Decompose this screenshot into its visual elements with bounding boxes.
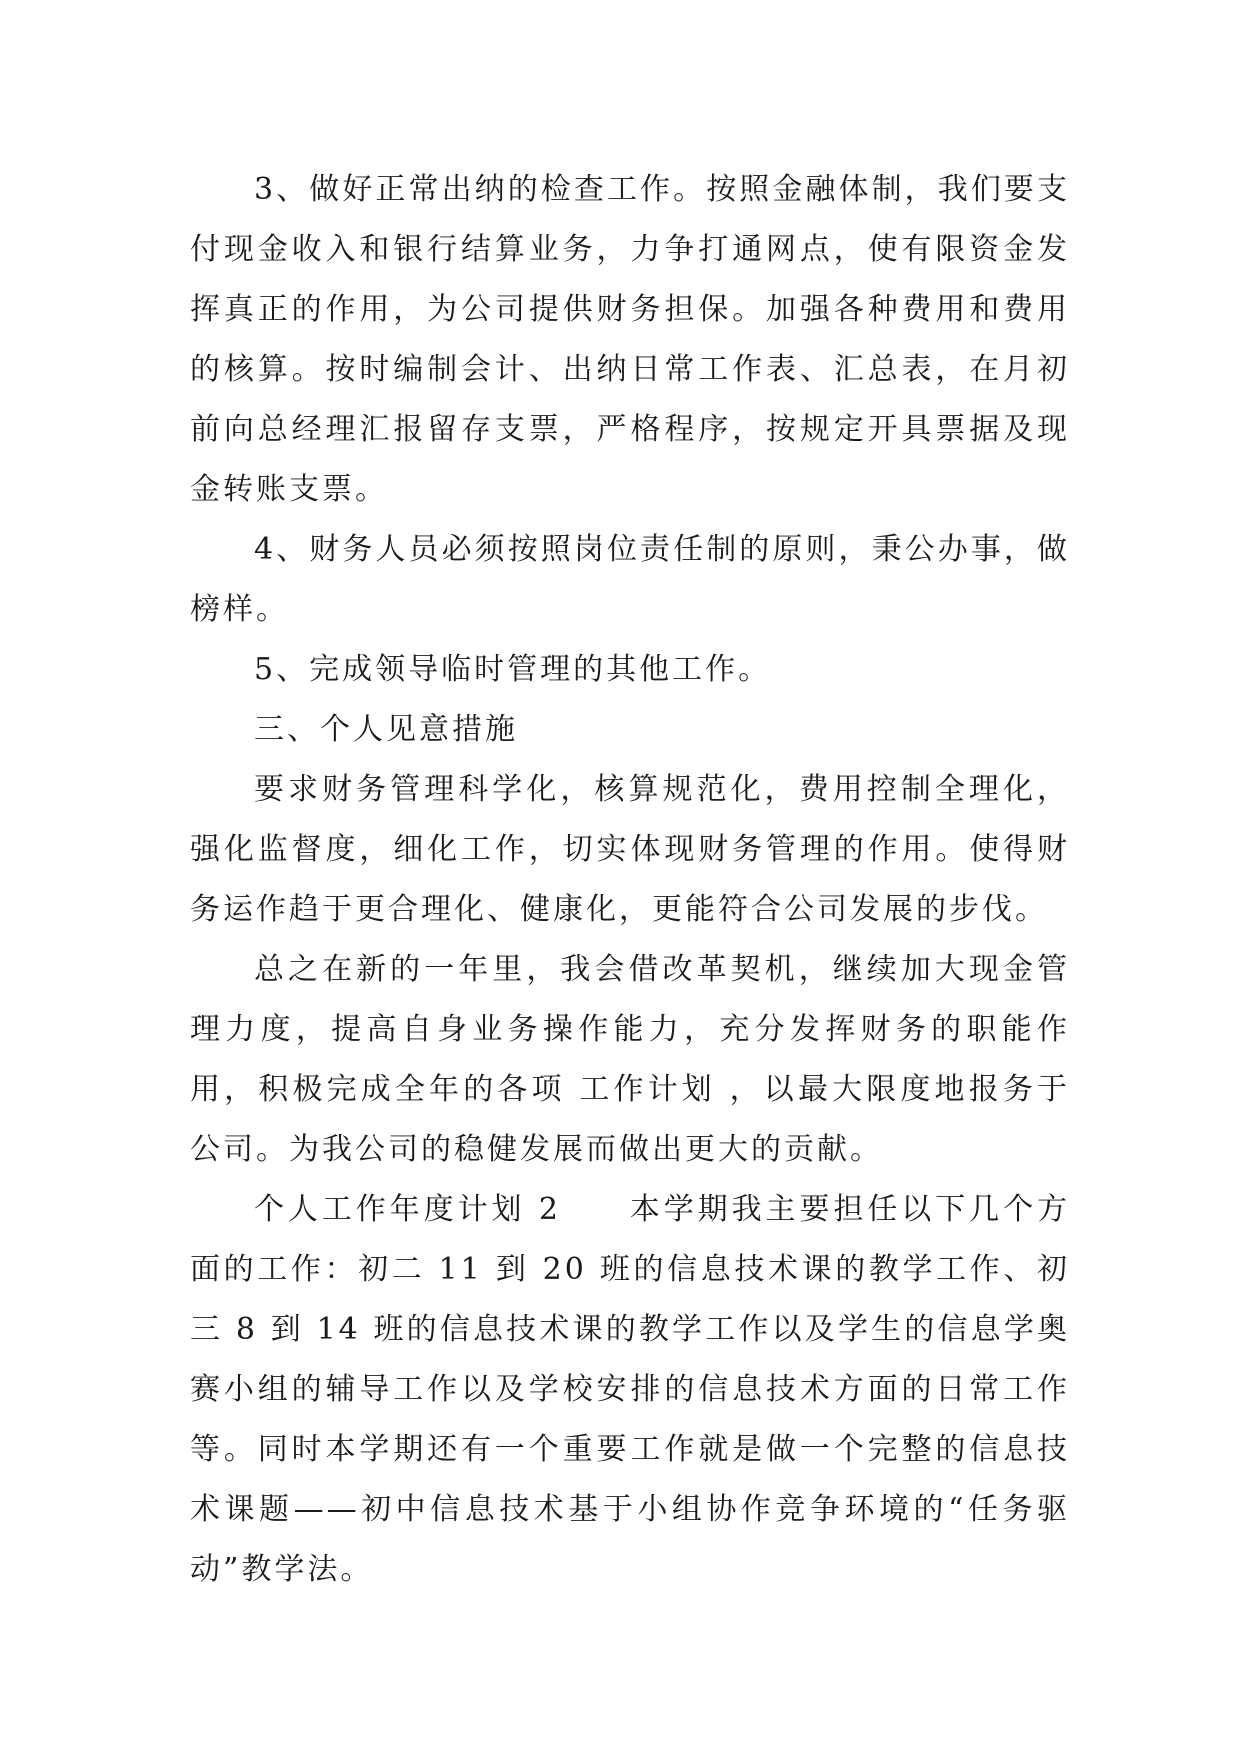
section-heading-measures: 三、个人见意措施 — [254, 712, 518, 747]
paragraph-job-responsibility: 4、财务人员必须按照岗位责任制的原则，秉公办事，做榜样。 — [190, 532, 1070, 627]
paragraph-summary: 总之在新的一年里，我会借改革契机，继续加大现金管理力度，提高自身业务操作能力，充分发挥财务的职能作用，积极完成全年的各项 工作计划 ，以最大限度地报务于公司。为我公司的稳健发展而做出更大的贡献。 — [190, 952, 1070, 1167]
document-body — [190, 160, 1070, 1600]
paragraph-other-tasks: 5、完成领导临时管理的其他工作。 — [254, 652, 772, 687]
paragraph-requirements: 要求财务管理科学化，核算规范化，费用控制全理化，强化监督度，细化工作，切实体现财务管理的作用。使得财务运作趋于更合理化、健康化，更能符合公司发展的步伐。 — [190, 772, 1070, 927]
paragraph-annual-plan-2: 个人工作年度计划 2 本学期我主要担任以下几个方面的工作：初二 11 到 20 班的信息技术课的教学工作、初三 8 到 14 班的信息技术课的教学工作以及学生的信息学奥赛小组的辅导工作以及学校安排的信息技术方面的日常工作等。同时本学期还有一个重要工作就是做一个完整的信息技术课题——初中信息技术基于小组协作竞争环境的“任务驱动”教学法。 — [190, 1192, 1070, 1587]
paragraph-cashier-inspection: 3、做好正常出纳的检查工作。按照金融体制，我们要支付现金收入和银行结算业务，力争打通网点，使有限资金发挥真正的作用，为公司提供财务担保。加强各种费用和费用的核算。按时编制会计、出纳日常工作表、汇总表，在月初前向总经理汇报留存支票，严格程序，按规定开具票据及现金转账支票。 — [190, 172, 1070, 507]
